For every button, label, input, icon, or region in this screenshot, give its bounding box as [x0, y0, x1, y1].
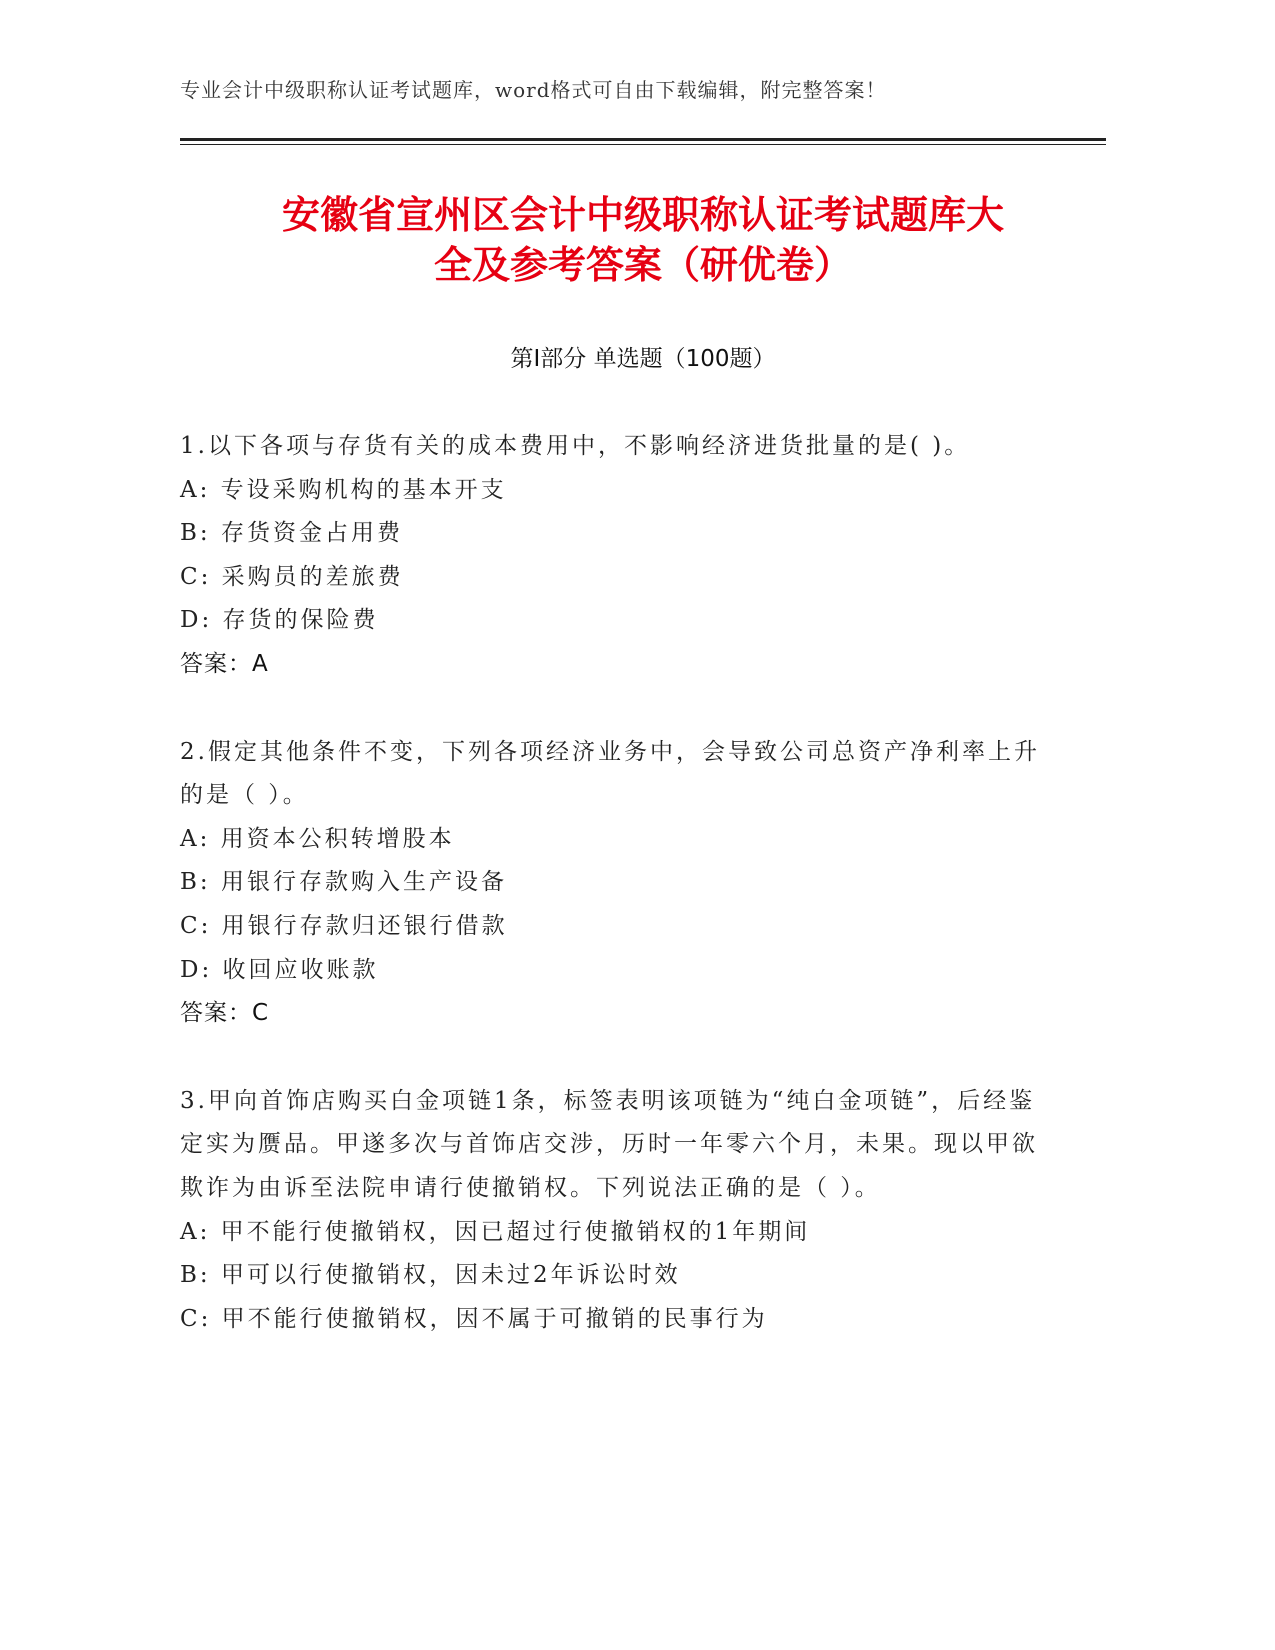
option-a: A: 甲不能行使撤销权，因已超过行使撤销权的1年期间 — [180, 1218, 811, 1245]
header-note: 专业会计中级职称认证考试题库，word格式可自由下载编辑，附完整答案！ — [180, 78, 887, 102]
answer-label: 答案：C — [180, 1000, 270, 1027]
option-d: D: 存货的保险费 — [180, 607, 379, 634]
question-stem: 1.以下各项与存货有关的成本费用中，不影响经济进货批量的是( )。 — [180, 433, 971, 459]
option-a: A: 专设采购机构的基本开支 — [180, 476, 507, 503]
option-a: A: 用资本公积转增股本 — [180, 825, 455, 852]
answer-label: 答案：A — [180, 650, 269, 677]
document-title-line-1: 安徽省宣州区会计中级职称认证考试题库大 — [281, 193, 1004, 237]
document-title — [180, 190, 1106, 290]
option-d: D: 收回应收账款 — [180, 956, 379, 983]
option-c: C: 甲不能行使撤销权，因不属于可撤销的民事行为 — [180, 1305, 768, 1332]
header-rule-thin — [180, 144, 1106, 145]
question-list — [180, 425, 1040, 1385]
section-title: 第Ⅰ部分 单选题（100题） — [510, 346, 776, 372]
option-b: B: 存货资金占用费 — [180, 520, 403, 547]
option-c: C: 用银行存款归还银行借款 — [180, 912, 508, 939]
option-b: B: 甲可以行使撤销权，因未过2年诉讼时效 — [180, 1262, 681, 1289]
question-stem: 3.甲向首饰店购买白金项链1条，标签表明该项链为“纯白金项链”，后经鉴定实为赝品。甲遂多次与首饰店交涉，历时一年零六个月，未果。现以甲欲欺诈为由诉至法院申请行使撤销权。下列说法正确的是（ ）。 — [180, 1087, 1038, 1201]
document-title-line-2: 全及参考答案（研优卷） — [433, 243, 852, 287]
question-2 — [180, 731, 1040, 1036]
header-rule-thick — [180, 138, 1106, 141]
question-1 — [180, 425, 1040, 687]
option-c: C: 采购员的差旅费 — [180, 563, 404, 590]
question-3 — [180, 1080, 1040, 1342]
option-b: B: 用银行存款购入生产设备 — [180, 869, 507, 896]
question-stem: 2.假定其他条件不变，下列各项经济业务中，会导致公司总资产净利率上升的是（ ）。 — [180, 738, 1040, 809]
